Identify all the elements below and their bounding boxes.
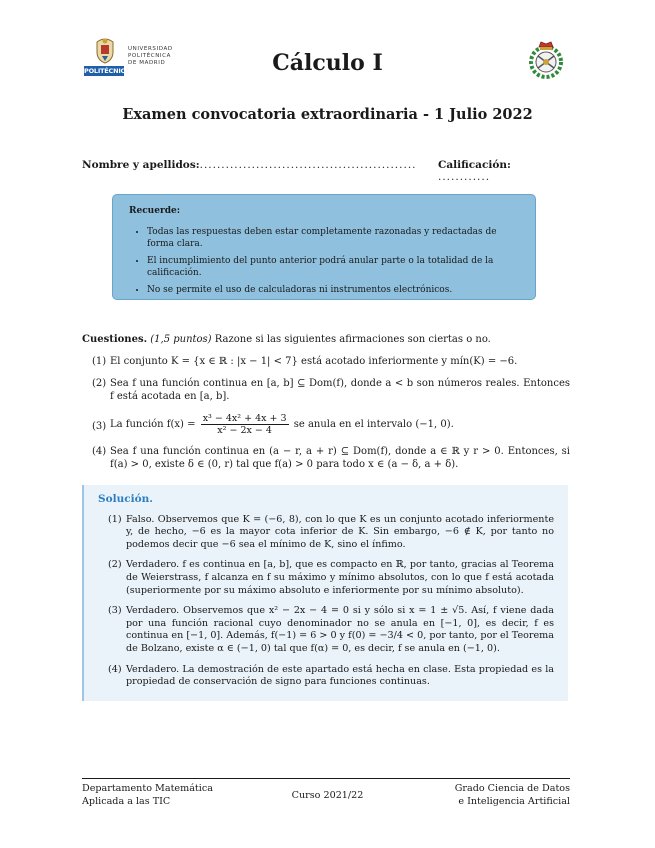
reminder-list (129, 226, 519, 296)
solution-item (98, 664, 554, 689)
question-number: (3) (92, 421, 107, 432)
question-number: (1) (92, 356, 107, 367)
footer-divider (82, 778, 570, 779)
solution-text: Falso. Observemos que K = (−6, 8), con lo que K es un conjunto acotado inferiormente y, de hecho, −6 es la mayor cota inferior de K. Sin embargo, −6 ∉ K, por tanto no podemos decir que −6 sea el mínimo de K, sino el ínfimo. (126, 513, 554, 550)
university-name-line: UNIVERSIDAD (128, 46, 173, 52)
footer-right-line: Grado Ciencia de Datos (454, 783, 570, 794)
footer-left-line: Aplicada a las TIC (82, 796, 171, 807)
footer-degree (400, 782, 570, 808)
footer-left-line: Departamento Matemática (82, 783, 213, 794)
exam-title: Examen convocatoria extraordinaria - 1 Julio 2022 (122, 106, 533, 123)
questions-heading (82, 333, 570, 346)
question-text: Sea f una función continua en (a − r, a + r) ⊆ Dom(f), donde a ∈ ℝ y r > 0. Entonces, si f(a) > 0, existe δ ∈ (0, r) tal que f(a) > 0 para todo x ∈ (a − δ, a + δ). (110, 446, 570, 470)
reminder-box (112, 194, 536, 300)
questions-intro: Razone si las siguientes afirmaciones son ciertas o no. (214, 334, 491, 345)
university-logo-band: POLITÉCNICA (84, 67, 130, 75)
solution-text: Verdadero. La demostración de este apartado está hecha en clase. Esta propiedad es la propiedad de conservación de signo para funciones continuas. (126, 663, 554, 688)
fraction-denominator: x² − 2x − 4 (217, 425, 272, 436)
name-label: Nombre y apellidos: (82, 159, 200, 171)
grade-field[interactable]: ............ (438, 171, 491, 183)
question-text: El conjunto K = {x ∈ ℝ : |x − 1| < 7} está acotado inferiormente y mín(K) = −6. (110, 356, 518, 367)
solution-number: (2) (108, 559, 122, 571)
reminder-title: Recuerde: (129, 206, 181, 216)
solution-text: Verdadero. Observemos que x² − 2x − 4 = 0 si y sólo si x = 1 ± √5. Así, f viene dada por una función racional cuyo denominador no se anula en [−1, 0], es decir, f es continua en [−1, 0]. Además, f(−1) = 6 > 0 y f(0) = −3/4 < 0, por tanto, por el Teorema de Bolzano, existe α ∈ (−1, 0) tal que f(α) = 0, es decir, f se anula en (−1, 0). (126, 605, 554, 654)
question-number: (4) (92, 446, 107, 457)
reminder-item: • Todas las respuestas deben estar completamente razonadas y redactadas de forma clara. (147, 226, 519, 250)
question-text: Sea f una función continua en [a, b] ⊆ Dom(f), donde a < b son números reales. Entonces f está acotada en [a, b]. (110, 378, 570, 402)
question-item (82, 445, 570, 471)
question-text-after: se anula en el intervalo (−1, 0). (293, 419, 454, 430)
grade-label: Calificación: (438, 159, 511, 171)
school-emblem-icon (526, 38, 566, 80)
question-item (82, 355, 570, 368)
name-field[interactable]: .................................................. (199, 159, 417, 171)
question-number: (2) (92, 378, 107, 389)
questions-section (82, 333, 570, 471)
footer-right-line: e Inteligencia Artificial (458, 796, 570, 807)
solution-text: Verdadero. f es continua en [a, b], que es compacto en ℝ, por tanto, gracias al Teorema de Weierstrass, f alcanza en f su máximo y mínimo absolutos, con lo que f está acotada (superiormente por su máximo absoluto e inferiormente por su mínimo absoluto). (126, 559, 554, 596)
fraction-numerator: x³ − 4x² + 4x + 3 (202, 413, 287, 424)
student-info-line (82, 159, 558, 183)
fraction (201, 413, 289, 436)
footer-course-year: Curso 2021/22 (291, 790, 364, 801)
university-name-line: DE MADRID (128, 60, 166, 66)
course-title: Cálculo I (272, 50, 383, 76)
reminder-item: • No se permite el uso de calculadoras ni instrumentos electrónicos. (147, 284, 519, 296)
solution-number: (3) (108, 605, 122, 617)
solution-number: (1) (108, 513, 122, 525)
university-name-line: POLITÉCNICA (128, 53, 171, 59)
solution-box (82, 485, 568, 701)
reminder-item: • El incumplimiento del punto anterior podrá anular parte o la totalidad de la calificación. (147, 255, 519, 279)
questions-points: (1,5 puntos) (150, 334, 212, 345)
questions-label: Cuestiones. (82, 334, 148, 345)
question-item (82, 377, 570, 403)
question-text-before: La función f(x) = (110, 419, 196, 430)
solution-item (98, 605, 554, 655)
solution-number: (4) (108, 663, 122, 675)
school-emblem (526, 38, 566, 80)
solution-item (98, 514, 554, 552)
solution-title: Solución. (98, 493, 153, 505)
solution-item (98, 559, 554, 597)
question-item (82, 413, 570, 436)
